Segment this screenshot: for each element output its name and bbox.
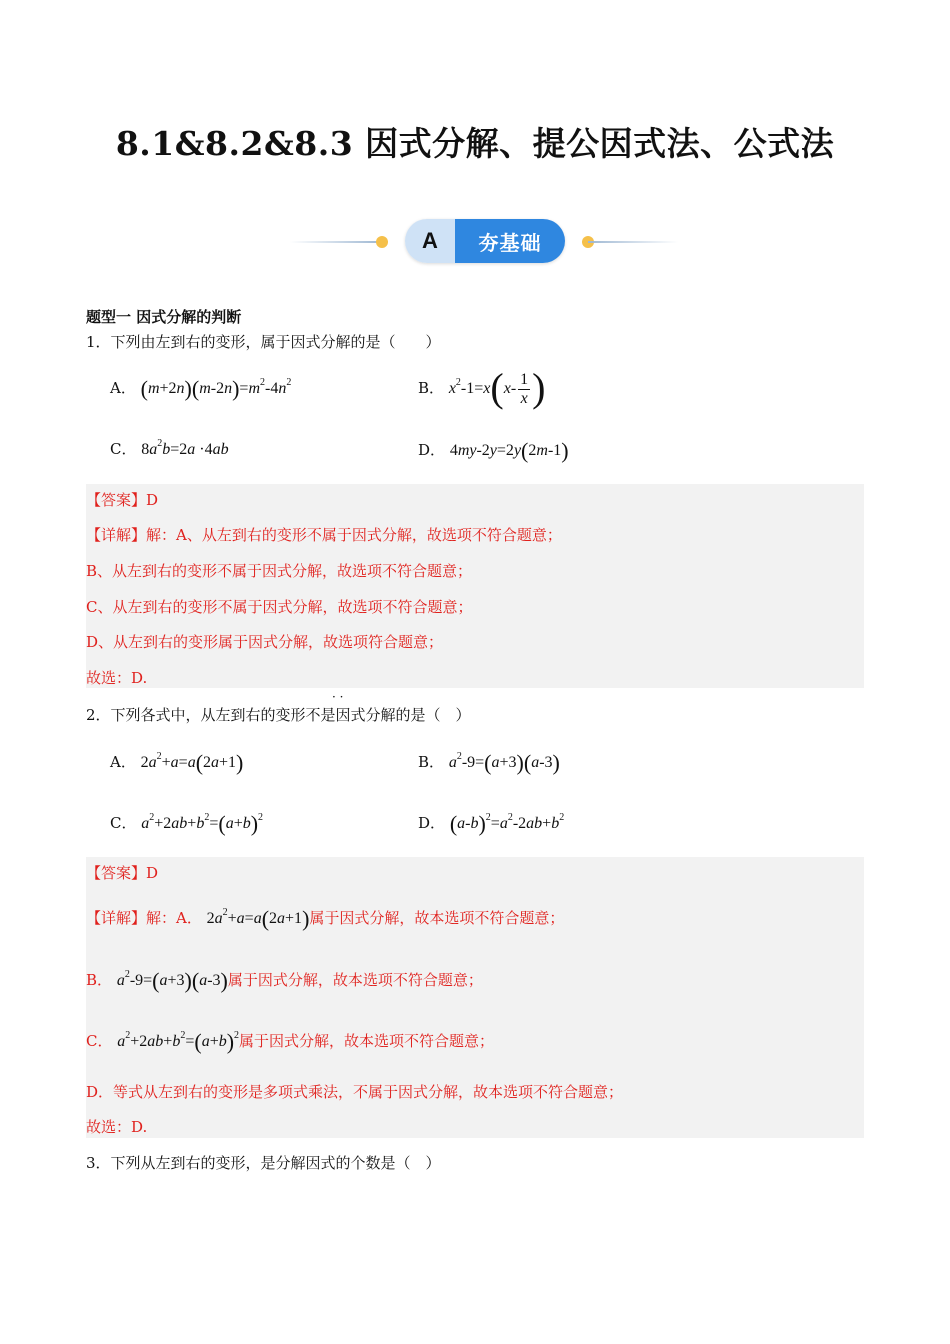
q1-detail-line5: 故选：D.	[86, 669, 148, 687]
q2-detail-a-prefix: 解：A．	[146, 909, 202, 927]
q2-detail-c-suffix: 属于因式分解，故本选项不符合题意；	[239, 1032, 495, 1050]
q1-detail-line4: D、从左到右的变形属于因式分解，故选项符合题意；	[86, 633, 444, 651]
q2-detail-a	[86, 906, 564, 932]
q2-option-d-label: D．	[418, 814, 446, 832]
badge-divider-right	[588, 241, 678, 243]
q2-detail-b-prefix: B．	[86, 971, 113, 989]
q1-detail-line2: B、从左到右的变形不属于因式分解，故选项不符合题意；	[86, 562, 473, 580]
q1-option-b-label: B．	[418, 379, 445, 397]
q2-option-c-formula: $a^2+2ab+b^2=(a+b)^2$	[141, 811, 264, 836]
q1-option-c-label: C．	[110, 440, 137, 458]
q2-option-a-label: A．	[110, 753, 136, 771]
q1-stem: 1．下列由左到右的变形，属于因式分解的是（ ）	[86, 333, 441, 351]
q2-detail-c-formula: $a^2+2ab+b^2=(a+b)^2$	[117, 1029, 240, 1054]
q1-detail-tag: 【详解】	[86, 526, 147, 544]
q2-option-c-label: C．	[110, 814, 137, 832]
q1-option-d-formula: 4my-2y=2y(2m-1)	[449, 438, 569, 463]
q2-detail-d: D．等式从左到右的变形是多项式乘法，不属于因式分解，故本选项不符合题意；	[86, 1083, 624, 1101]
section-heading: 题型一 因式分解的判断	[86, 308, 242, 326]
section-badge	[290, 218, 680, 264]
q2-option-c[interactable]	[110, 811, 263, 837]
q2-option-a[interactable]	[110, 750, 243, 776]
badge-letter: A	[405, 219, 455, 263]
q1-option-d[interactable]	[418, 438, 569, 464]
q3-stem: 3．下列从左到右的变形，是分解因式的个数是（ ）	[86, 1154, 441, 1172]
q1-option-c[interactable]	[110, 438, 229, 459]
q1-option-b-formula: $x^2-1=x(x-$ $\frac{1}{x}$ )	[448, 365, 546, 410]
q2-answer: 【答案】D	[86, 864, 159, 882]
q1-answer-box	[86, 484, 864, 688]
q1-option-a-label: A．	[110, 379, 136, 397]
q2-detail-b-formula: $a^2-9=(a+3)(a-3)$	[116, 968, 228, 993]
q2-option-d-formula: $(a-b)^2=a^2-2ab+b^2$	[449, 811, 565, 836]
q2-detail-a-suffix: 属于因式分解，故本选项不符合题意；	[309, 909, 565, 927]
q2-detail-c-prefix: C．	[86, 1032, 113, 1050]
q2-detail-end: 故选：D.	[86, 1118, 148, 1136]
q1-detail-line1	[86, 524, 562, 545]
badge-label: 夯基础	[455, 219, 565, 263]
q2-option-b[interactable]	[418, 750, 560, 776]
badge-divider-left	[290, 241, 380, 243]
badge-dot-left	[376, 236, 388, 248]
q1-option-a[interactable]	[110, 376, 291, 402]
q2-option-d[interactable]	[418, 811, 564, 837]
q1-answer: 【答案】D	[86, 491, 159, 509]
q2-detail-b-suffix: 属于因式分解，故本选项不符合题意；	[227, 971, 483, 989]
level-badge	[405, 219, 565, 263]
q2-detail-tag: 【详解】	[86, 909, 147, 927]
q1-option-d-label: D．	[418, 441, 446, 459]
q2-option-b-label: B．	[418, 753, 445, 771]
q1-option-a-formula: $(m+2n)(m-2n)=m^2-4n^2$	[140, 376, 292, 401]
q2-detail-c	[86, 1029, 494, 1055]
q2-detail-a-formula: $2a^2+a=a(2a+1)$	[206, 906, 310, 931]
q1-detail-line3: C、从左到右的变形不属于因式分解，故选项不符合题意；	[86, 598, 473, 616]
page-title: 8.1&8.2&8.3 因式分解、提公因式法、公式法	[115, 124, 835, 163]
q1-detail-text1: 解：A、从左到右的变形不属于因式分解，故选项不符合题意；	[146, 526, 562, 544]
q1-option-b[interactable]	[418, 364, 545, 411]
q2-option-a-formula: $2a^2+a=a(2a+1)$	[140, 750, 244, 775]
q2-emphasis-dots: · ·	[332, 690, 344, 704]
q2-option-b-formula: $a^2-9=(a+3)(a-3)$	[448, 750, 560, 775]
q2-stem: 2．下列各式中，从左到右的变形不是因式分解的是（ ）	[86, 706, 471, 724]
q2-detail-b	[86, 968, 483, 994]
q1-option-c-formula: $8a^2b=2a \cdot 4ab$	[141, 438, 229, 458]
